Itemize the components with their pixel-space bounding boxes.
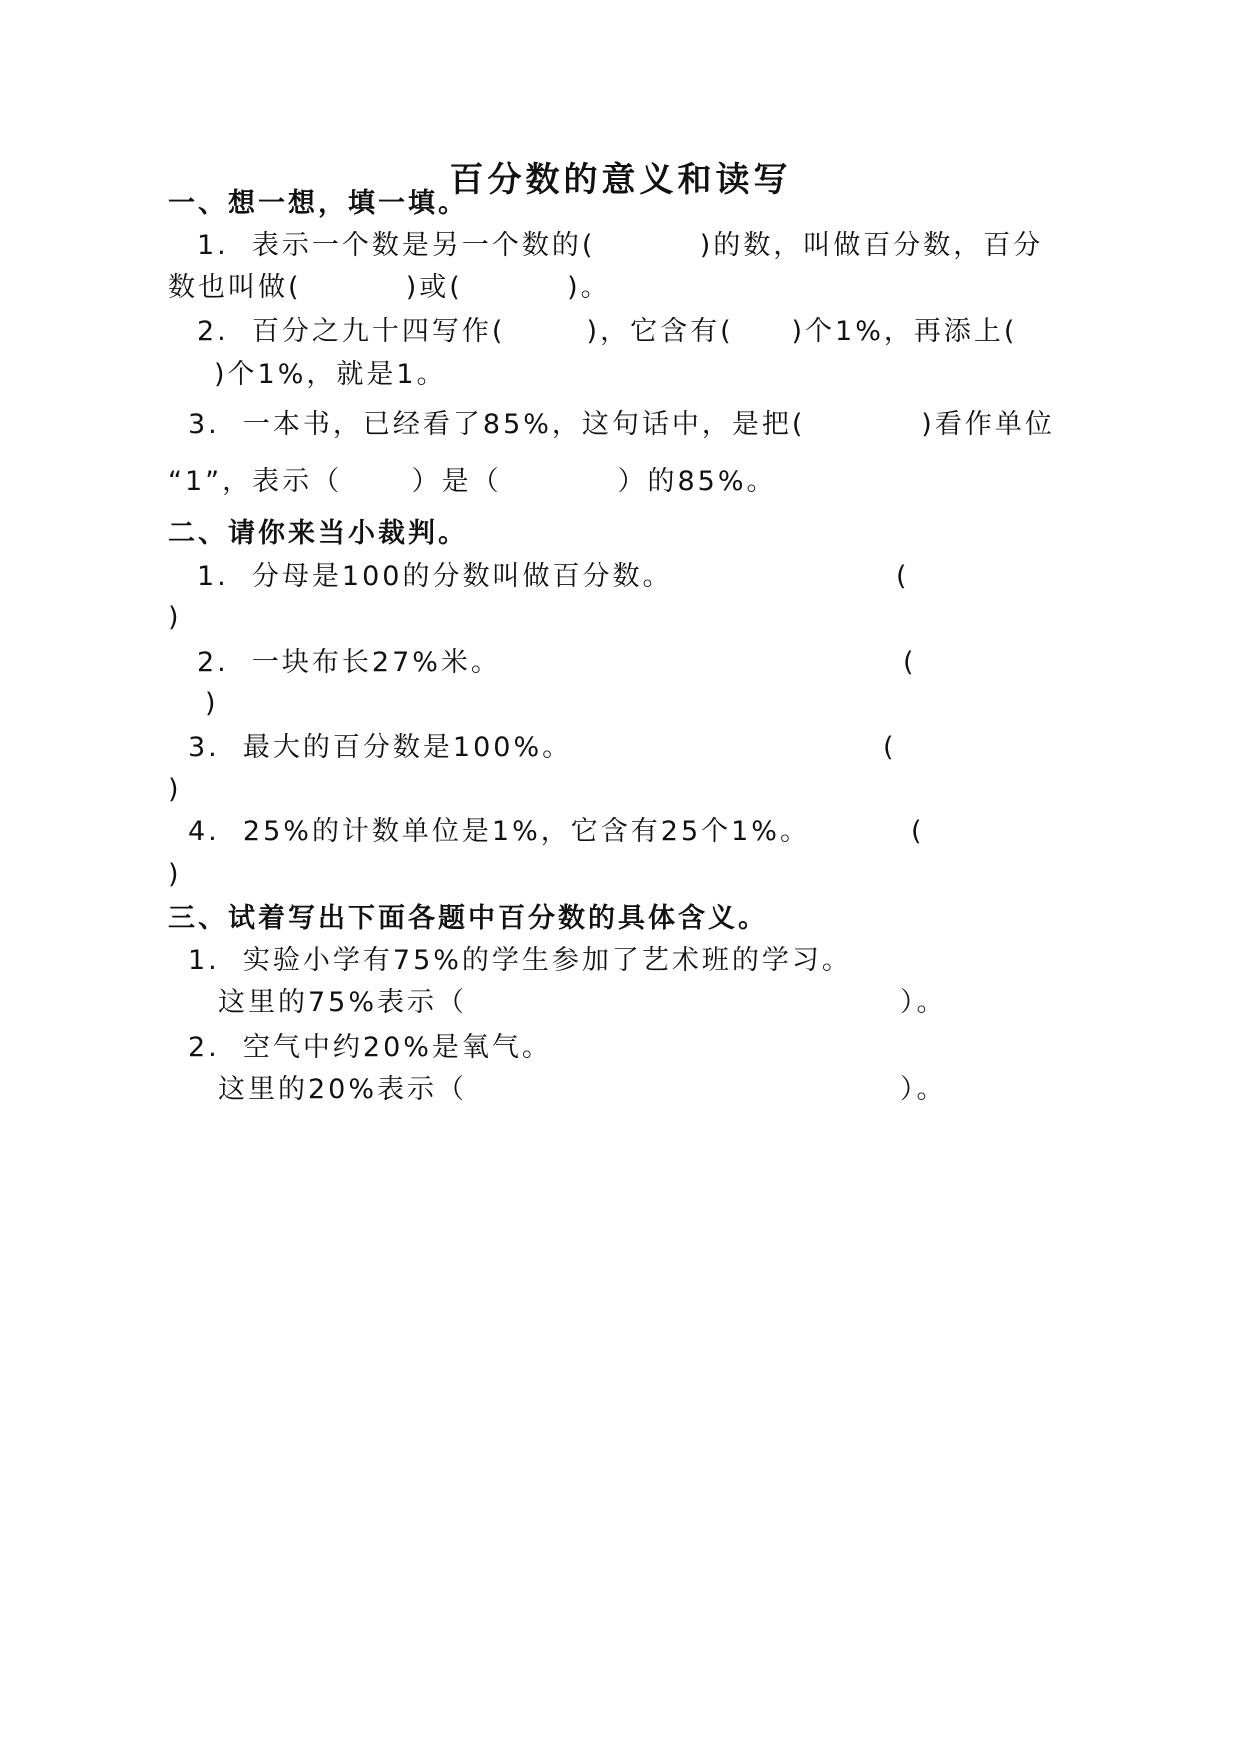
s2-item2-open-paren: ( (903, 647, 917, 678)
s2-item4-text: 4. 25%的计数单位是1%，它含有25个1%。 (188, 816, 810, 847)
s2-item3-text: 3. 最大的百分数是100%。 (188, 732, 573, 763)
s1-q3-line2: “1”，表示（ ）是（ ）的85%。 (168, 466, 777, 497)
s2-item1-close-paren: ) (168, 602, 182, 633)
s3-q1-answer-suffix: ）。 (900, 987, 947, 1018)
section1-heading: 一、想一想，填一填。 (168, 188, 468, 219)
s3-q1: 1. 实验小学有75%的学生参加了艺术班的学习。 (188, 945, 852, 976)
s3-q2-answer-prefix: 这里的20%表示（ (218, 1074, 468, 1105)
s1-q3-line1: 3. 一本书，已经看了85%，这句话中，是把( )看作单位 (188, 409, 1055, 440)
section2-heading: 二、请你来当小裁判。 (168, 518, 468, 549)
s1-q1-line1: 1. 表示一个数是另一个数的( )的数，叫做百分数，百分 (197, 230, 1044, 261)
s1-q1-line2: 数也叫做( )或( )。 (168, 272, 611, 303)
s2-item4-open-paren: ( (911, 816, 925, 847)
page-title: 百分数的意义和读写 (449, 160, 792, 200)
s2-item2-text: 2. 一块布长27%米。 (197, 647, 501, 678)
s2-item3-open-paren: ( (883, 732, 897, 763)
s3-q2-answer-suffix: ）。 (900, 1074, 947, 1105)
s2-item1-open-paren: ( (896, 561, 910, 592)
section3-heading: 三、试着写出下面各题中百分数的具体含义。 (168, 903, 768, 934)
s3-q2: 2. 空气中约20%是氧气。 (188, 1032, 552, 1063)
s1-q2-line2: )个1%，就是1。 (214, 359, 447, 390)
s2-item3-close-paren: ) (168, 774, 182, 805)
s1-q2-line1: 2. 百分之九十四写作( )，它含有( )个1%，再添上( (197, 316, 1018, 347)
s2-item2-close-paren: ) (205, 688, 219, 719)
s3-q1-answer-prefix: 这里的75%表示（ (218, 987, 468, 1018)
s2-item4-close-paren: ) (168, 859, 182, 890)
s2-item1-text: 1. 分母是100的分数叫做百分数。 (197, 561, 673, 592)
